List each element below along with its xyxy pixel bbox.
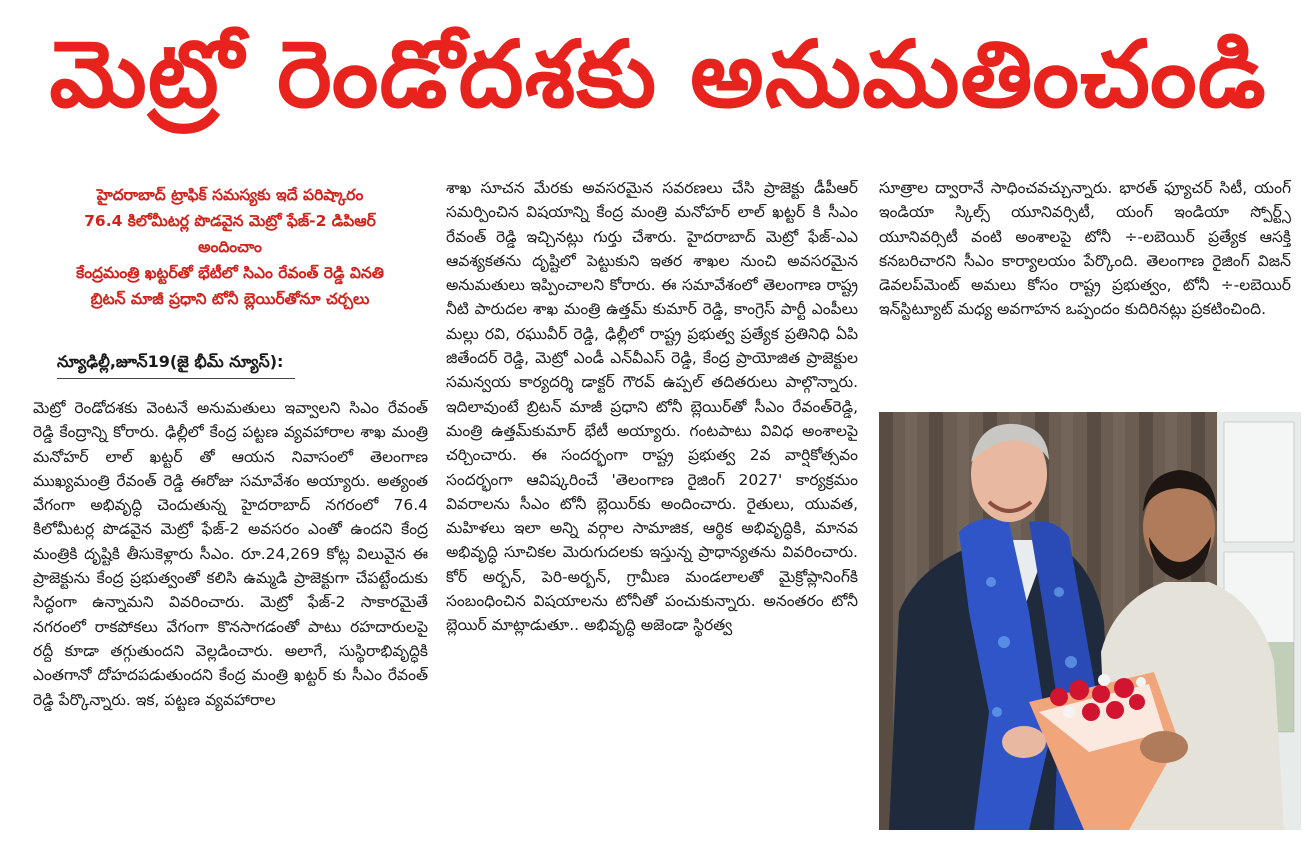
article-column-1-text: మెట్రో రెండోదశకు వెంటనే అనుమతులు ఇవ్వాలని సిఎం రేవంత్ రెడ్డి కేంద్రాన్ని కోరారు. ఢిల్లీలో కేంద్ర పట్టణ వ్యవహారాల శాఖ మంత్రి మనోహర్ లాల్ ఖట్టర్ తో ఆయన నివాసంలో తెలంగాణ ముఖ్యమంత్రి రేవంత్ రెడ్డి ఈరోజు సమావేశం అయ్యారు. అత్యంత వేగంగా అభివృద్ధి చెందుతున్న హైదరాబాద్ నగరంలో 76.4 కిలోమీటర్ల పొడవైన మెట్రో ఫేజ్-2 అవసరం ఎంతో ఉందని కేంద్ర మంత్రికి దృష్టికి తీసుకెళ్లారు సీఎం. రూ.24,269 కోట్ల విలువైన ఈ ప్రాజెక్టును కేంద్ర ప్రభుత్వంతో కలిసి ఉమ్మడి ప్రాజెక్టుగా చేపట్టేందుకు సిద్ధంగా ఉన్నామని వివరించారు. మెట్రో ఫేజ్-2 సాకారమైతే నగరంలో రాకపోకలు వేగంగా కొనసాగడంతో పాటు రహదారులపై రద్దీ కూడా తగ్గుతుందని వెల్లడించారు. అలాగే, సుస్థిరాభివృద్ధికి ఎంతగానో దోహదపడుతుందని కేంద్ర మంత్రి ఖట్టర్ కు సీఎం రేవంత్ రెడ్డి పేర్కొన్నారు. ఇక, పట్టణ వ్యవహారాల bbox=[33, 399, 428, 709]
article-column-2-text: శాఖ సూచన మేరకు అవసరమైన సవరణలు చేసి ప్రాజెక్టు డీపీఆర్ సమర్పించిన విషయాన్ని కేంద్ర మంత్రి మనోహర్ లాల్ ఖట్టర్ కి సీఎం రేవంత్ రెడ్డి ఇచ్చినట్లు గుర్తు చేశారు. హైదరాబాద్ మెట్రో ఫేజ్-ఎఎ ఆవశ్యకతను దృష్టిలో పెట్టుకుని ఇతర శాఖల నుంచి అవసరమైన అనుమతులు ఇప్పించాలని కోరారు. ఈ సమావేశంలో తెలంగాణ రాష్ట్ర నీటి పారుదల శాఖ మంత్రి ఉత్తమ్ కుమార్ రెడ్డి, కాంగ్రెస్ పార్టీ ఎంపీలు మల్లు రవి, రఘువీర్ రెడ్డి, ఢిల్లీలో రాష్ట్ర ప్రభుత్వ ప్రత్యేక ప్రతినిధి ఏపి జితేందర్ రెడ్డి, మెట్రో ఎండీ ఎన్‌వీఎస్ రెడ్డి, కేంద్ర ప్రాయోజిత ప్రాజెక్టుల సమన్వయ కార్యదర్శి డాక్టర్ గౌరవ్ ఉప్పల్ తదితరులు పాల్గొన్నారు. ఇదిలావుంటే బ్రిటన్ మాజీ ప్రధాని టోనీ బ్లెయిర్‌తో సీఎం రేవంత్‌రెడ్డి, మంత్రి ఉత్తమ్‌కుమార్ భేటీ అయ్యారు. గంటపాటు వివిధ అంశాలపై చర్చించారు. ఈ సందర్భంగా రాష్ట్ర ప్రభుత్వ 2వ వార్షికోత్సవం సందర్భంగా ఆవిష్కరించే 'తెలంగాణ రైజింగ్ 2027' కార్యక్రమం వివరాలను సీఎం టోనీ బ్లెయిర్‌కు అందించారు. రైతులు, యువత, మహిళలు ఇలా అన్ని వర్గాల సామాజిక, ఆర్థిక అభివృద్ధికి, మానవ అభివృద్ధి సూచికల మెరుగుదలకు ఇస్తున్న ప్రాధాన్యతను వివరించారు. కోర్ అర్బన్, పెరి-అర్బన్, గ్రామీణ మండలాలతో మైక్రోప్లానింగ్‌కి సంబంధించిన విషయాలను టోనీతో పంచుకున్నారు. అనంతరం టోనీ బ్లెయిర్ మాట్లాడుతూ.. అభివృద్ధి అజెండా స్థిరత్వ bbox=[446, 179, 858, 635]
sub-headline-1: హైదరాబాద్ ట్రాఫిక్ సమస్యకు ఇదే పరిష్కారం bbox=[96, 186, 364, 204]
sub-headlines bbox=[30, 182, 430, 312]
article-column-3 bbox=[879, 176, 1291, 322]
sub-headline-4: కేంద్రమంత్రి ఖట్టర్‌తో భేటీలో సిఎం రేవంత్ రెడ్డి వినతి bbox=[76, 264, 384, 282]
sub-headline-2: 76.4 కిలోమీటర్ల పొడవైన మెట్రో ఫేజ్-2 డిపిఆర్ bbox=[84, 212, 376, 230]
article-column-3-text: సూత్రాల ద్వారానే సాధించవచ్చున్నారు. భారత్ ఫ్యూచర్ సిటీ, యంగ్ ఇండియా స్కిల్స్ యూనివర్సిటీ, యంగ్ ఇండియా స్పోర్ట్స్ యూనివర్సిటీ వంటి అంశాలపై టోనీ ÷-లబెయిర్ ప్రత్యేక ఆసక్తి కనబరిచారని సీఎం కార్యాలయం పేర్కొంది. తెలంగాణ రైజింగ్ విజన్ డెవలప్‌మెంట్ అమలు కోసం రాష్ట్ర ప్రభుత్వం, టోనీ ÷-లబెయిర్ ఇన్‌స్టిట్యూట్ మధ్య అవగాహన ఒప్పందం కుదిరినట్లు ప్రకటించింది. bbox=[879, 179, 1291, 319]
sub-headline-5: బ్రిటన్ మాజీ ప్రధాని టోనీ బ్లెయిర్‌తోనూ చర్చలు bbox=[90, 290, 370, 308]
news-photo bbox=[879, 412, 1301, 830]
headline: మెట్రో రెండోదశకు అనుమతించండి bbox=[49, 21, 1267, 128]
article-column-2 bbox=[446, 176, 858, 638]
article-column-1 bbox=[33, 396, 428, 712]
sub-headline-3: అందించాం bbox=[198, 238, 262, 256]
dateline: న్యూఢిల్లీ,జూన్19(జై భీమ్ న్యూస్): bbox=[57, 350, 295, 379]
